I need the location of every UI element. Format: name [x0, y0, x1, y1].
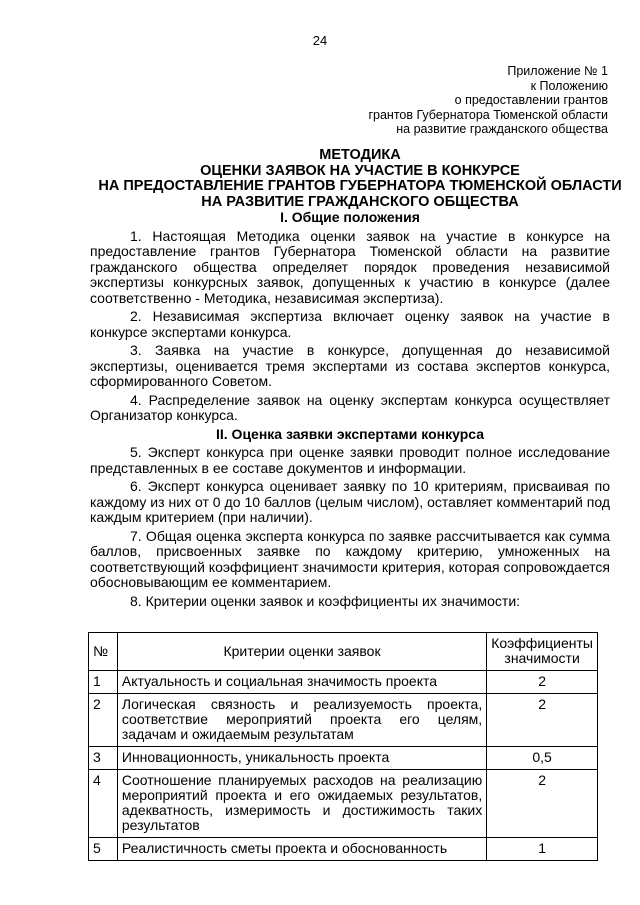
paragraph: 4. Распределение заявок на оценку экспертам конкурса осуществляет Организатор конкурса.: [90, 391, 610, 423]
appendix-line: на развитие гражданского общества: [396, 122, 608, 136]
title-line: ОЦЕНКИ ЗАЯВОК НА УЧАСТИЕ В КОНКУРСЕ: [200, 162, 520, 179]
paragraph: 8. Критерии оценки заявок и коэффициенты их значимости:: [130, 592, 521, 609]
paragraph: 5. Эксперт конкурса при оценке заявки проводит полное исследование представленных в ее составе документов и информации.: [90, 444, 610, 476]
row-criterion: Соотношение планируемых расходов на реализацию мероприятий проекта и его ожидаемых результатов, адекватность, измеримость и достижимость таких результатов: [117, 770, 486, 838]
table-row: [89, 747, 598, 770]
table-row: [89, 770, 598, 838]
paragraph: 2. Независимая экспертиза включает оценку заявок на участие в конкурсе экспертами конкурса.: [90, 308, 610, 340]
table-header-row: [89, 633, 598, 671]
title-line: НА ПРЕДОСТАВЛЕНИЕ ГРАНТОВ ГУБЕРНАТОРА ТЮМЕНСКОЙ ОБЛАСТИ: [98, 178, 622, 194]
row-number: 3: [89, 747, 118, 770]
header-coefficient: Коэффициенты значимости: [487, 633, 598, 671]
row-number: 1: [89, 671, 118, 694]
paragraph: 1. Настоящая Методика оценки заявок на участие в конкурсе на предоставление грантов Губернатора Тюменской области на развитие гражданского общества определяет порядок проведения независимой экспертизы конкурсных заявок, допущенных к участию в конкурсе (далее соответственно - Методика, независимая экспертиза).: [90, 227, 610, 306]
row-coefficient: 1: [487, 838, 598, 861]
document-title: [90, 148, 630, 210]
row-criterion: Актуальность и социальная значимость проекта: [117, 671, 486, 694]
row-number: 2: [89, 694, 118, 747]
row-coefficient: 2: [487, 770, 598, 838]
paragraph: 7. Общая оценка эксперта конкурса по заявке рассчитывается как сумма баллов, присвоенных заявке по каждому критерию, умноженных на соответствующий коэффициент значимости критерия, которая сопровождается обосновывающим ее комментарием.: [90, 527, 610, 590]
appendix-line: грантов Губернатора Тюменской области: [368, 107, 608, 122]
title-line: НА РАЗВИТИЕ ГРАЖДАНСКОГО ОБЩЕСТВА: [201, 193, 519, 210]
row-coefficient: 2: [487, 694, 598, 747]
document-body: [90, 210, 610, 612]
row-criterion: Реалистичность сметы проекта и обоснованность: [117, 838, 486, 861]
row-coefficient: 0,5: [487, 747, 598, 770]
section-heading-evaluation: II. Оценка заявки экспертами конкурса: [216, 425, 484, 442]
paragraph: 3. Заявка на участие в конкурсе, допущенная до независимой экспертизы, оценивается тремя экспертами из состава экспертов конкурса, сформированного Советом.: [90, 342, 610, 389]
title-line: МЕТОДИКА: [319, 147, 401, 163]
paragraph: 6. Эксперт конкурса оценивает заявку по 10 критериям, присваивая по каждому из них от 0 до 10 баллов (целым числом), оставляет комментарий под каждым критерием (при наличии).: [90, 478, 610, 525]
row-criterion: Логическая связность и реализуемость проекта, соответствие мероприятий проекта его целям, задачам и ожидаемым результатам: [117, 694, 486, 747]
table-row: [89, 838, 598, 861]
table-row: [89, 671, 598, 694]
table-row: [89, 694, 598, 747]
appendix-line: Приложение № 1: [507, 64, 608, 78]
row-coefficient: 2: [487, 671, 598, 694]
row-number: 4: [89, 770, 118, 838]
appendix-line: о предоставлении грантов: [454, 93, 608, 107]
header-criteria: Критерии оценки заявок: [117, 633, 486, 671]
section-heading-general: I. Общие положения: [280, 209, 420, 225]
row-number: 5: [89, 838, 118, 861]
page-number: 24: [312, 33, 328, 48]
row-criterion: Инновационность, уникальность проекта: [117, 747, 486, 770]
appendix-line: к Положению: [530, 78, 608, 93]
appendix-note: [368, 64, 608, 137]
header-number: №: [89, 633, 118, 671]
criteria-table: [88, 632, 598, 861]
